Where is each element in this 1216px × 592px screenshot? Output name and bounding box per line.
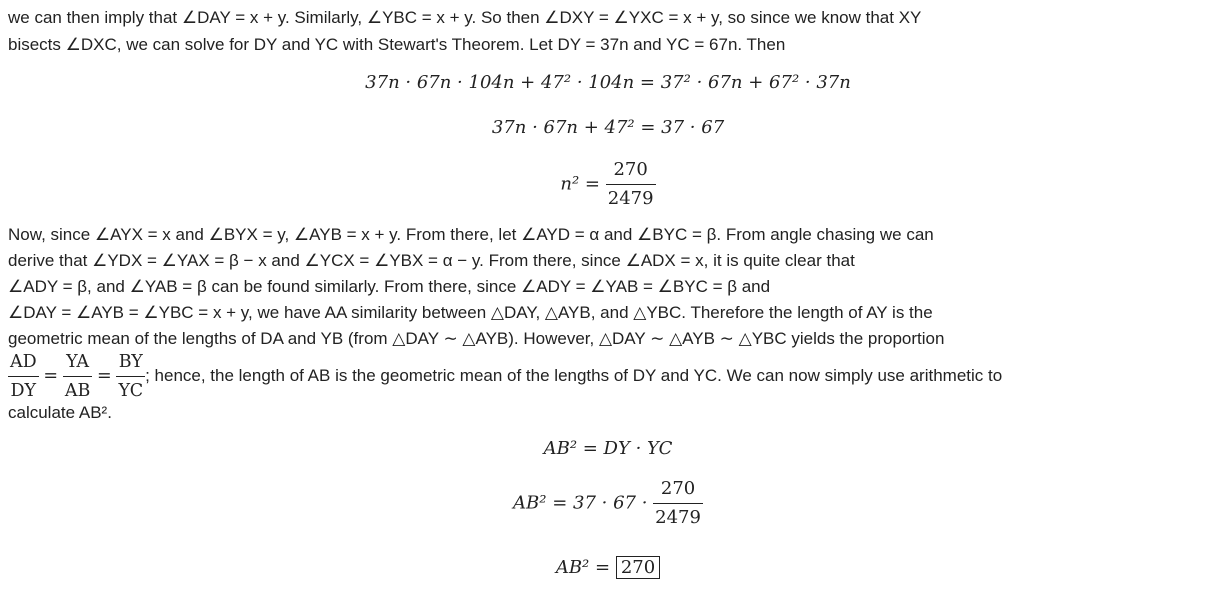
paragraph2-line6-text: ; hence, the length of AB is the geometric mean of the lengths of DY and YC. We can now simply use arithmetic to (145, 365, 1003, 385)
equation-ab-squared-2 (8, 477, 1208, 530)
equation-n-squared-lhs: n² = (560, 173, 601, 195)
equation-stewart-1: 37n · 67n · 104n + 47² · 104n = 37² · 67n + 67² · 37n (365, 72, 851, 93)
proportion-den-3: YC (116, 376, 145, 403)
proportion-fraction-3 (116, 350, 145, 403)
proportion-fraction-2 (63, 350, 93, 403)
paragraph2-line1: Now, since ∠AYX = x and ∠BYX = y, ∠AYB = x + y. From there, let ∠AYD = α and ∠BYC = β. From angle chasing we can (8, 225, 934, 244)
fraction-denominator: 2479 (606, 184, 656, 211)
proportion-den-2: AB (63, 376, 93, 403)
equation-final-answer (8, 556, 1208, 580)
fraction (606, 158, 656, 211)
paragraph2-line2: derive that ∠YDX = ∠YAX = β − x and ∠YCX = ∠YBX = α − y. From there, since ∠ADX = x, it is quite clear that (8, 251, 855, 270)
fraction-numerator: 270 (613, 159, 648, 180)
paragraph2-line7: calculate AB². (8, 403, 112, 422)
paragraph1-line2: bisects ∠DXC, we can solve for DY and YC with Stewart's Theorem. Let DY = 37n and YC = 67n. Then (8, 35, 786, 54)
proportion-num-1: AD (10, 352, 37, 372)
paragraph2-line5: geometric mean of the lengths of DA and YB (from △DAY ∼ △AYB). However, △DAY ∼ △AYB ∼ △YBC yields the proportion (8, 329, 945, 348)
boxed-answer: 270 (616, 556, 660, 579)
paragraph1-line1: we can then imply that ∠DAY = x + y. Similarly, ∠YBC = x + y. So then ∠DXY = ∠YXC = x + y, so since we know that XY (8, 8, 922, 27)
proportion-num-3: BY (118, 352, 143, 372)
proportion-den-1: DY (8, 376, 39, 403)
fraction-numerator: 270 (660, 478, 696, 499)
equation-stewart-2: 37n · 67n + 47² = 37 · 67 (491, 117, 725, 138)
equation-n-squared (8, 158, 1208, 211)
paragraph2-line6 (8, 350, 1002, 403)
equation-final-lhs: AB² = (555, 557, 611, 578)
equation-ab-squared-1: AB² = DY · YC (543, 438, 673, 459)
fraction (653, 477, 703, 530)
paragraph2-line4: ∠DAY = ∠AYB = ∠YBC = x + y, we have AA similarity between △DAY, △AYB, and △YBC. Therefore the length of AY is the (8, 303, 933, 322)
proportion-fraction-1 (8, 350, 39, 403)
proportion-equals-2: = (97, 365, 112, 386)
paragraph2-line3: ∠ADY = β, and ∠YAB = β can be found similarly. From there, since ∠ADY = ∠YAB = ∠BYC = β and (8, 277, 771, 296)
fraction-denominator: 2479 (653, 503, 703, 530)
equation-ab-squared-2-lhs: AB² = 37 · 67 · (513, 492, 648, 514)
proportion-num-2: YA (66, 352, 89, 372)
proportion-equals-1: = (43, 365, 59, 386)
